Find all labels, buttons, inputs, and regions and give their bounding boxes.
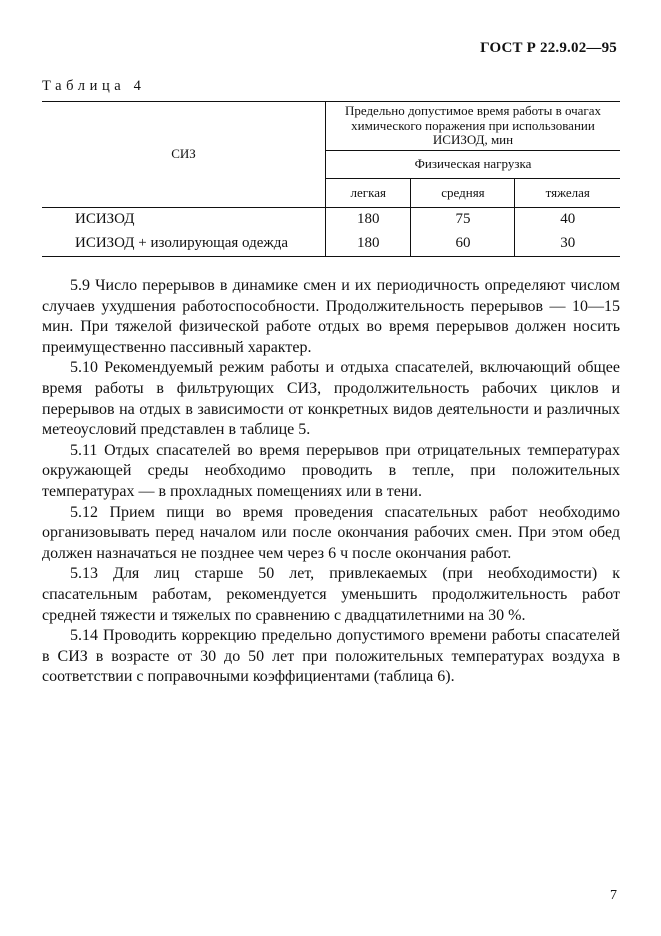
column-header-siz: СИЗ [42, 102, 326, 208]
paragraph-5-9: 5.9 Число перерывов в динамике смен и их периодичность определяют числом случаев ухудшения работоспособности. Продолжительность перерывов — 10—15 мин. При тяжелой физической работе отдых во время перерывов должен носить преимущественно пассивный характер. [42, 277, 620, 356]
paragraph-5-13: 5.13 Для лиц старше 50 лет, привлекаемых (при необходимости) к спасательным работам, рекомендуется уменьшить продолжительность работ средней тяжести и тяжелых по сравнению с двадцатилетними на 30 %. [42, 565, 620, 624]
sub-header-light: легкая [326, 179, 411, 208]
column-header-physical-load: Физическая нагрузка [326, 151, 621, 179]
cell-heavy: 40 [515, 208, 620, 233]
cell-medium: 60 [411, 232, 515, 257]
paragraph-5-12: 5.12 Прием пищи во время проведения спасательных работ необходимо организовывать перед началом или после окончания рабочих смен. При этом обед должен назначаться не позднее чем через 6 ч после окончания работ. [42, 503, 620, 562]
paragraph-5-14: 5.14 Проводить коррекцию предельно допустимого времени работы спасателей в СИЗ в возрасте от 30 до 50 лет при положительных температурах воздуха в соответствии с поправочными коэффициентами (таблица 6). [42, 627, 620, 686]
cell-light: 180 [326, 208, 411, 233]
table-row [42, 208, 620, 233]
paragraph-5-10: 5.10 Рекомендуемый режим работы и отдыха спасателей, включающий общее время работы в фильтрующих СИЗ, продолжительность рабочих циклов и перерывов на отдых в зависимости от конкретных видов деятельности и различных метеоусловий представлен в таблице 5. [42, 359, 620, 439]
table-4 [42, 101, 620, 257]
document-standard-header: ГОСТ Р 22.9.02—95 [480, 40, 617, 56]
sub-header-medium: средняя [411, 179, 515, 208]
cell-medium: 75 [411, 208, 515, 233]
page-number: 7 [610, 888, 617, 903]
sub-header-heavy: тяжелая [545, 184, 590, 200]
column-header-max-time: Предельно допустимое время работы в очагах химического поражения при использовании ИСИЗОД, мин [326, 102, 621, 151]
body-text [42, 276, 620, 688]
cell-heavy: 30 [515, 232, 620, 257]
table-row [42, 232, 620, 257]
cell-light: 180 [326, 232, 411, 257]
row-name: ИСИЗОД + изолирующая одежда [42, 232, 326, 257]
table-label: Таблица 4 [42, 78, 146, 94]
row-name: ИСИЗОД [42, 208, 326, 233]
paragraph-5-11: 5.11 Отдых спасателей во время перерывов при отрицательных температурах окружающей среды необходимо проводить в тепле, при положительных температурах — в прохладных помещениях или в тени. [42, 441, 620, 500]
